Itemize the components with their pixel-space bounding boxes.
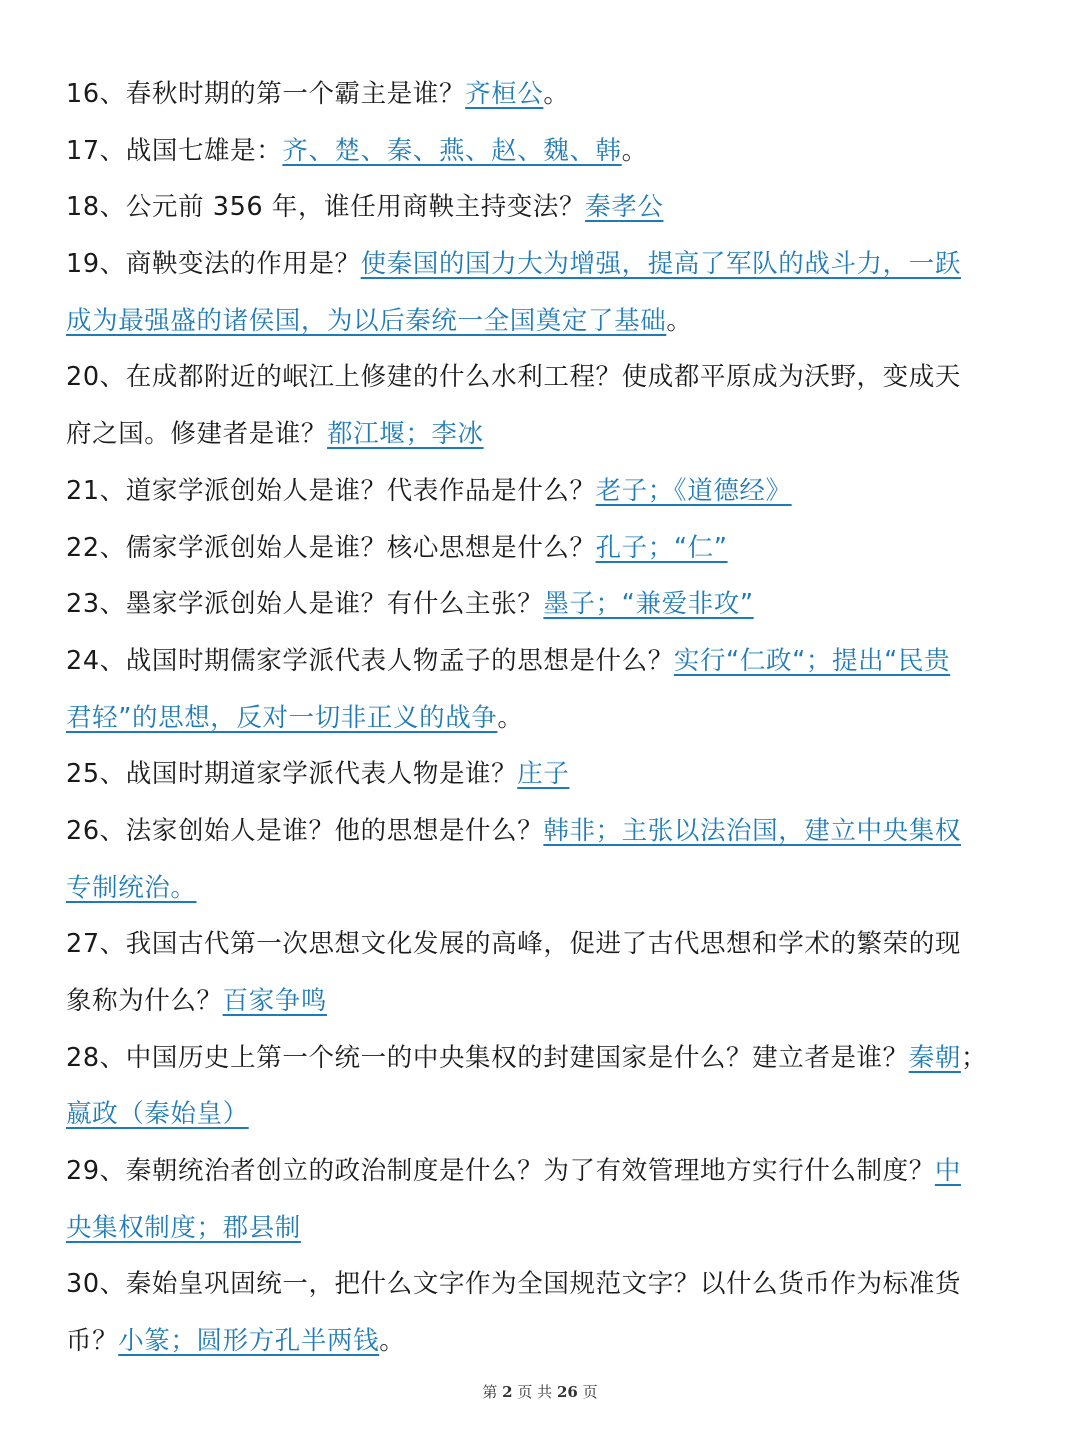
text-line — [66, 860, 1016, 917]
trailing-punctuation: 。 — [497, 702, 524, 733]
current-page-number: 2 — [502, 1383, 513, 1401]
text-line — [66, 1256, 1016, 1313]
text-line — [66, 293, 1016, 350]
text-line — [66, 633, 1016, 690]
question-text: 21、道家学派创始人是谁？代表作品是什么？ — [66, 475, 596, 506]
answer-text: 中 — [934, 1156, 961, 1187]
answer-text: 秦孝公 — [585, 192, 664, 223]
page-footer — [0, 1381, 1080, 1402]
qa-content — [66, 66, 1016, 1370]
trailing-punctuation: 。 — [666, 305, 693, 336]
question-text: 24、战国时期儒家学派代表人物孟子的思想是什么？ — [66, 645, 674, 676]
answer-text: 墨子；“兼爱非攻” — [543, 589, 754, 620]
text-line — [66, 179, 1016, 236]
text-line — [66, 66, 1016, 123]
text-line — [66, 1030, 1016, 1087]
trailing-punctuation: 。 — [379, 1326, 406, 1357]
text-line — [66, 123, 1016, 180]
answer-text: 齐桓公 — [465, 79, 544, 109]
text-line — [66, 973, 1016, 1030]
answer-text: 孔子；“仁” — [595, 532, 728, 563]
answer-text: 实行“仁政“；提出“民贵 — [673, 645, 951, 676]
answer-text: 齐、楚、秦、燕、赵、魏、韩 — [282, 135, 622, 166]
question-text: 27、我国古代第一次思想文化发展的高峰，促进了古代思想和学术的繁荣的现 — [66, 929, 961, 960]
question-text: 28、中国历史上第一个统一的中央集权的封建国家是什么？建立者是谁？ — [66, 1042, 909, 1073]
answer-text: 庄子 — [517, 759, 570, 790]
text-line — [66, 406, 1016, 463]
answer-text: 秦朝 — [908, 1042, 961, 1073]
text-line — [66, 1313, 1016, 1370]
total-page-count: 26 — [556, 1383, 578, 1401]
trailing-punctuation: ； — [960, 1042, 988, 1073]
answer-text: 老子；《道德经》 — [595, 475, 792, 506]
question-text: 29、秦朝统治者创立的政治制度是什么？为了有效管理地方实行什么制度？ — [66, 1156, 935, 1187]
answer-text: 都江堰；李冰 — [327, 419, 484, 450]
text-line — [66, 349, 1016, 406]
text-line — [66, 1143, 1016, 1200]
question-text: 25、战国时期道家学派代表人物是谁？ — [66, 759, 518, 790]
text-line — [66, 463, 1016, 520]
question-text: 26、法家创始人是谁？他的思想是什么？ — [66, 815, 544, 846]
qa-lines — [66, 66, 1016, 1370]
question-text: 19、商鞅变法的作用是？ — [66, 249, 361, 280]
question-text: 府之国。修建者是谁？ — [66, 419, 328, 450]
answer-text: 嬴政（秦始皇） — [66, 1099, 249, 1130]
text-line — [66, 576, 1016, 633]
question-text: 23、墨家学派创始人是谁？有什么主张？ — [66, 589, 544, 620]
trailing-punctuation: 。 — [621, 135, 648, 166]
answer-text: 使秦国的国力大为增强，提高了军队的战斗力，一跃 — [360, 249, 961, 280]
answer-text: 君轻”的思想，反对一切非正义的战争 — [66, 702, 498, 733]
text-line — [66, 803, 1016, 860]
footer-suffix: 页 — [582, 1383, 598, 1401]
text-line — [66, 690, 1016, 747]
question-text: 17、战国七雄是： — [66, 135, 283, 166]
text-line — [66, 916, 1016, 973]
text-line — [66, 520, 1016, 577]
text-line — [66, 1200, 1016, 1257]
answer-text: 百家争鸣 — [222, 986, 328, 1016]
footer-prefix: 第 — [482, 1383, 498, 1401]
question-text: 币？ — [66, 1326, 119, 1357]
question-text: 20、在成都附近的岷江上修建的什么水利工程？使成都平原成为沃野，变成天 — [66, 362, 961, 393]
trailing-punctuation: 。 — [543, 79, 570, 109]
text-line — [66, 236, 1016, 293]
answer-text: 专制统治。 — [66, 872, 197, 903]
question-text: 30、秦始皇巩固统一，把什么文字作为全国规范文字？以什么货币作为标准货 — [66, 1269, 961, 1300]
question-text: 象称为什么？ — [66, 986, 223, 1016]
answer-text: 小篆；圆形方孔半两钱 — [118, 1326, 380, 1357]
question-text: 16、春秋时期的第一个霸主是谁？ — [66, 79, 466, 109]
text-line — [66, 1086, 1016, 1143]
question-text: 22、儒家学派创始人是谁？核心思想是什么？ — [66, 532, 596, 563]
answer-text: 成为最强盛的诸侯国，为以后秦统一全国奠定了基础 — [66, 305, 667, 336]
answer-text: 央集权制度；郡县制 — [66, 1212, 301, 1243]
text-line — [66, 746, 1016, 803]
answer-text: 韩非；主张以法治国，建立中央集权 — [543, 815, 961, 846]
footer-middle: 页 共 — [517, 1383, 553, 1401]
question-text: 18、公元前 356 年，谁任用商鞅主持变法？ — [66, 192, 586, 223]
